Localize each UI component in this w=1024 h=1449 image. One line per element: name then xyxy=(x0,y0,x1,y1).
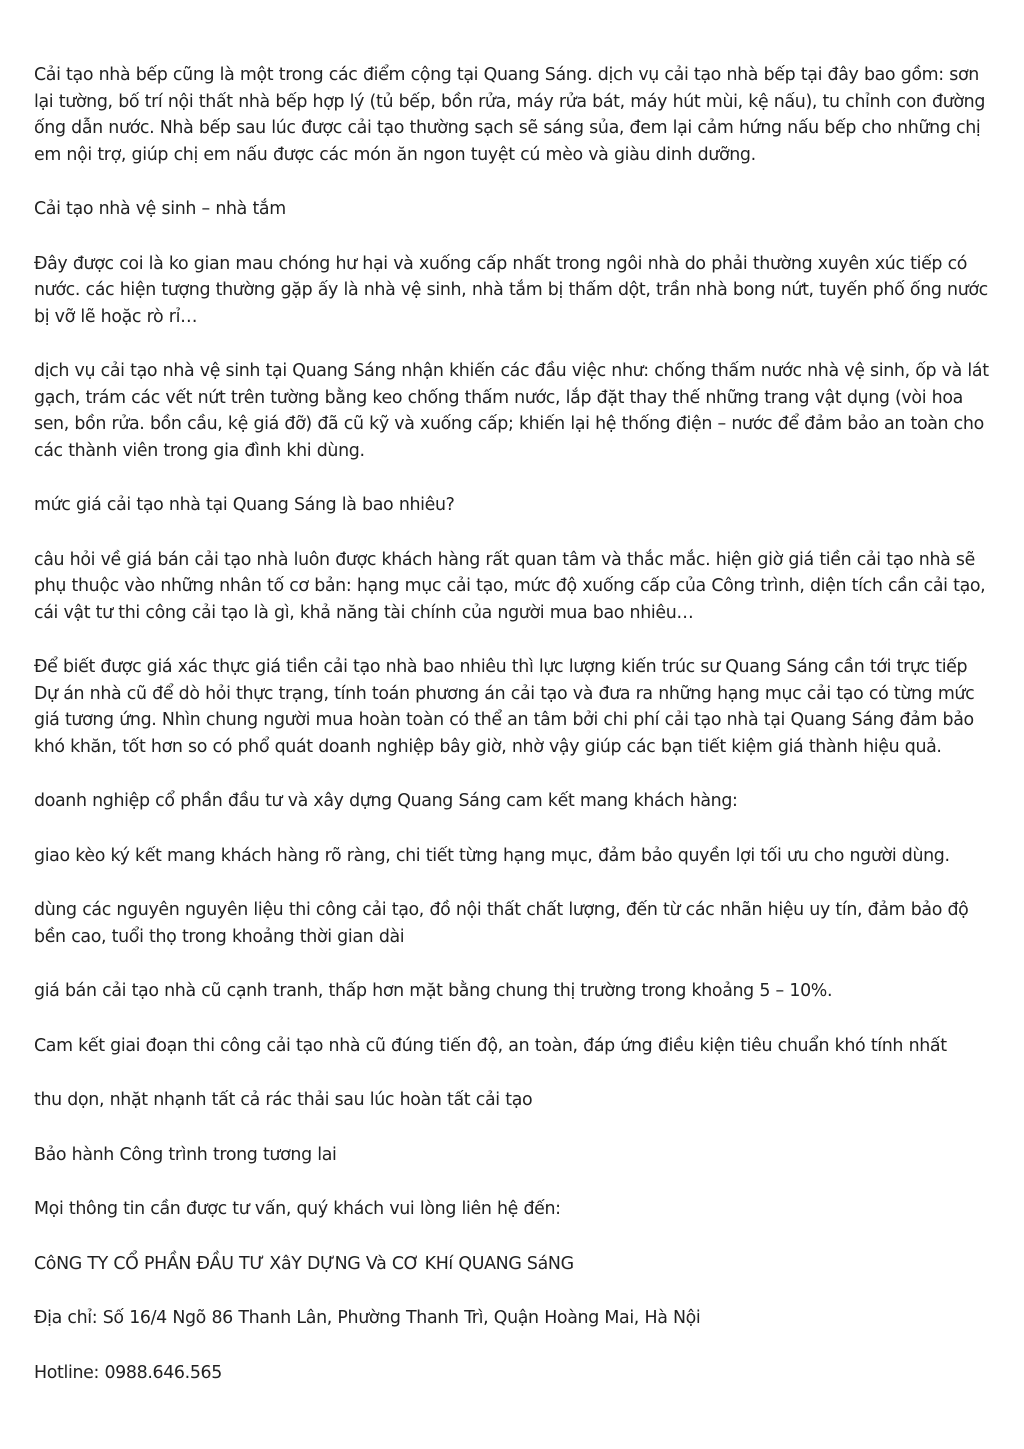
document-body xyxy=(34,62,994,1414)
company-name: CôNG TY CỔ PHẦN ĐẦU TƯ XâY DỰNG Và CƠ KHí QUANG SáNG xyxy=(34,1253,574,1274)
paragraph-kitchen-renovation: Cải tạo nhà bếp cũng là một trong các điểm cộng tại Quang Sáng. dịch vụ cải tạo nhà bếp tại đây bao gồm: sơn lại tường, bố trí nội thất nhà bếp hợp lý (tủ bếp, bồn rửa, máy rửa bát, máy hút mùi, kệ nấu), tu chỉnh con đường ống dẫn nước. Nhà bếp sau lúc được cải tạo thường sạch sẽ sáng sủa, đem lại cảm hứng nấu bếp cho những chị em nội trợ, giúp chị em nấu được các món ăn ngon tuyệt cú mèo và giàu dinh dưỡng. xyxy=(34,65,986,165)
commitment-materials: dùng các nguyên nguyên liệu thi công cải tạo, đồ nội thất chất lượng, đến từ các nhãn hiệu uy tín, đảm bảo độ bền cao, tuổi thọ trong khoảng thời gian dài xyxy=(34,900,969,947)
paragraph-pricing-factors: câu hỏi về giá bán cải tạo nhà luôn được khách hàng rất quan tâm và thắc mắc. hiện giờ giá tiền cải tạo nhà sẽ phụ thuộc vào những nhân tố cơ bản: hạng mục cải tạo, mức độ xuống cấp của Công trình, diện tích cần cải tạo, cái vật tư thi công cải tạo là gì, khả năng tài chính của người mua bao nhiêu… xyxy=(34,549,986,623)
commitment-price: giá bán cải tạo nhà cũ cạnh tranh, thấp hơn mặt bằng chung thị trường trong khoảng 5 – 10%. xyxy=(34,981,833,1001)
company-hotline: Hotline: 0988.646.565 xyxy=(34,1362,222,1383)
commitment-cleanup: thu dọn, nhặt nhạnh tất cả rác thải sau lúc hoàn tất cải tạo xyxy=(34,1090,533,1110)
contact-intro: Mọi thông tin cần được tư vấn, quý khách vui lòng liên hệ đến: xyxy=(34,1199,561,1219)
heading-pricing-question: mức giá cải tạo nhà tại Quang Sáng là bao nhiêu? xyxy=(34,495,455,515)
paragraph-bathroom-services: dịch vụ cải tạo nhà vệ sinh tại Quang Sáng nhận khiến các đầu việc như: chống thấm nước nhà vệ sinh, ốp và lát gạch, trám các vết nứt trên tường bằng keo chống thấm nước, lắp đặt thay thế những trang vật dụng (vòi hoa sen, bồn rửa. bồn cầu, kệ giá đỡ) đã cũ kỹ và xuống cấp; khiến lại hệ thống điện – nước để đảm bảo an toàn cho các thành viên trong gia đình khi dùng. xyxy=(34,361,989,461)
commitment-warranty: Bảo hành Công trình trong tương lai xyxy=(34,1144,337,1165)
company-address: Địa chỉ: Số 16/4 Ngõ 86 Thanh Lân, Phường Thanh Trì, Quận Hoàng Mai, Hà Nội xyxy=(34,1308,701,1328)
paragraph-pricing-survey: Để biết được giá xác thực giá tiền cải tạo nhà bao nhiêu thì lực lượng kiến trúc sư Quang Sáng cần tới trực tiếp Dự án nhà cũ để dò hỏi thực trạng, tính toán phương án cải tạo và đưa ra những hạng mục cải tạo có từng mức giá tương ứng. Nhìn chung người mua hoàn toàn có thể an tâm bởi chi phí cải tạo nhà tại Quang Sáng đảm bảo khó khăn, tốt hơn so có phổ quát doanh nghiệp bây giờ, nhờ vậy giúp các bạn tiết kiệm giá thành hiệu quả. xyxy=(34,657,975,757)
commitment-schedule: Cam kết giai đoạn thi công cải tạo nhà cũ đúng tiến độ, an toàn, đáp ứng điều kiện tiêu chuẩn khó tính nhất xyxy=(34,1035,947,1056)
heading-bathroom-renovation: Cải tạo nhà vệ sinh – nhà tắm xyxy=(34,199,286,219)
paragraph-commitment-intro: doanh nghiệp cổ phần đầu tư và xây dựng Quang Sáng cam kết mang khách hàng: xyxy=(34,791,738,811)
paragraph-bathroom-issues: Đây được coi là ko gian mau chóng hư hại và xuống cấp nhất trong ngôi nhà do phải thường xuyên xúc tiếp có nước. các hiện tượng thường gặp ấy là nhà vệ sinh, nhà tắm bị thấm dột, trần nhà bong nứt, tuyến phố ống nước bị vỡ lẽ hoặc rò rỉ… xyxy=(34,253,988,327)
commitment-contract: giao kèo ký kết mang khách hàng rõ ràng, chi tiết từng hạng mục, đảm bảo quyền lợi tối ưu cho người dùng. xyxy=(34,845,950,866)
